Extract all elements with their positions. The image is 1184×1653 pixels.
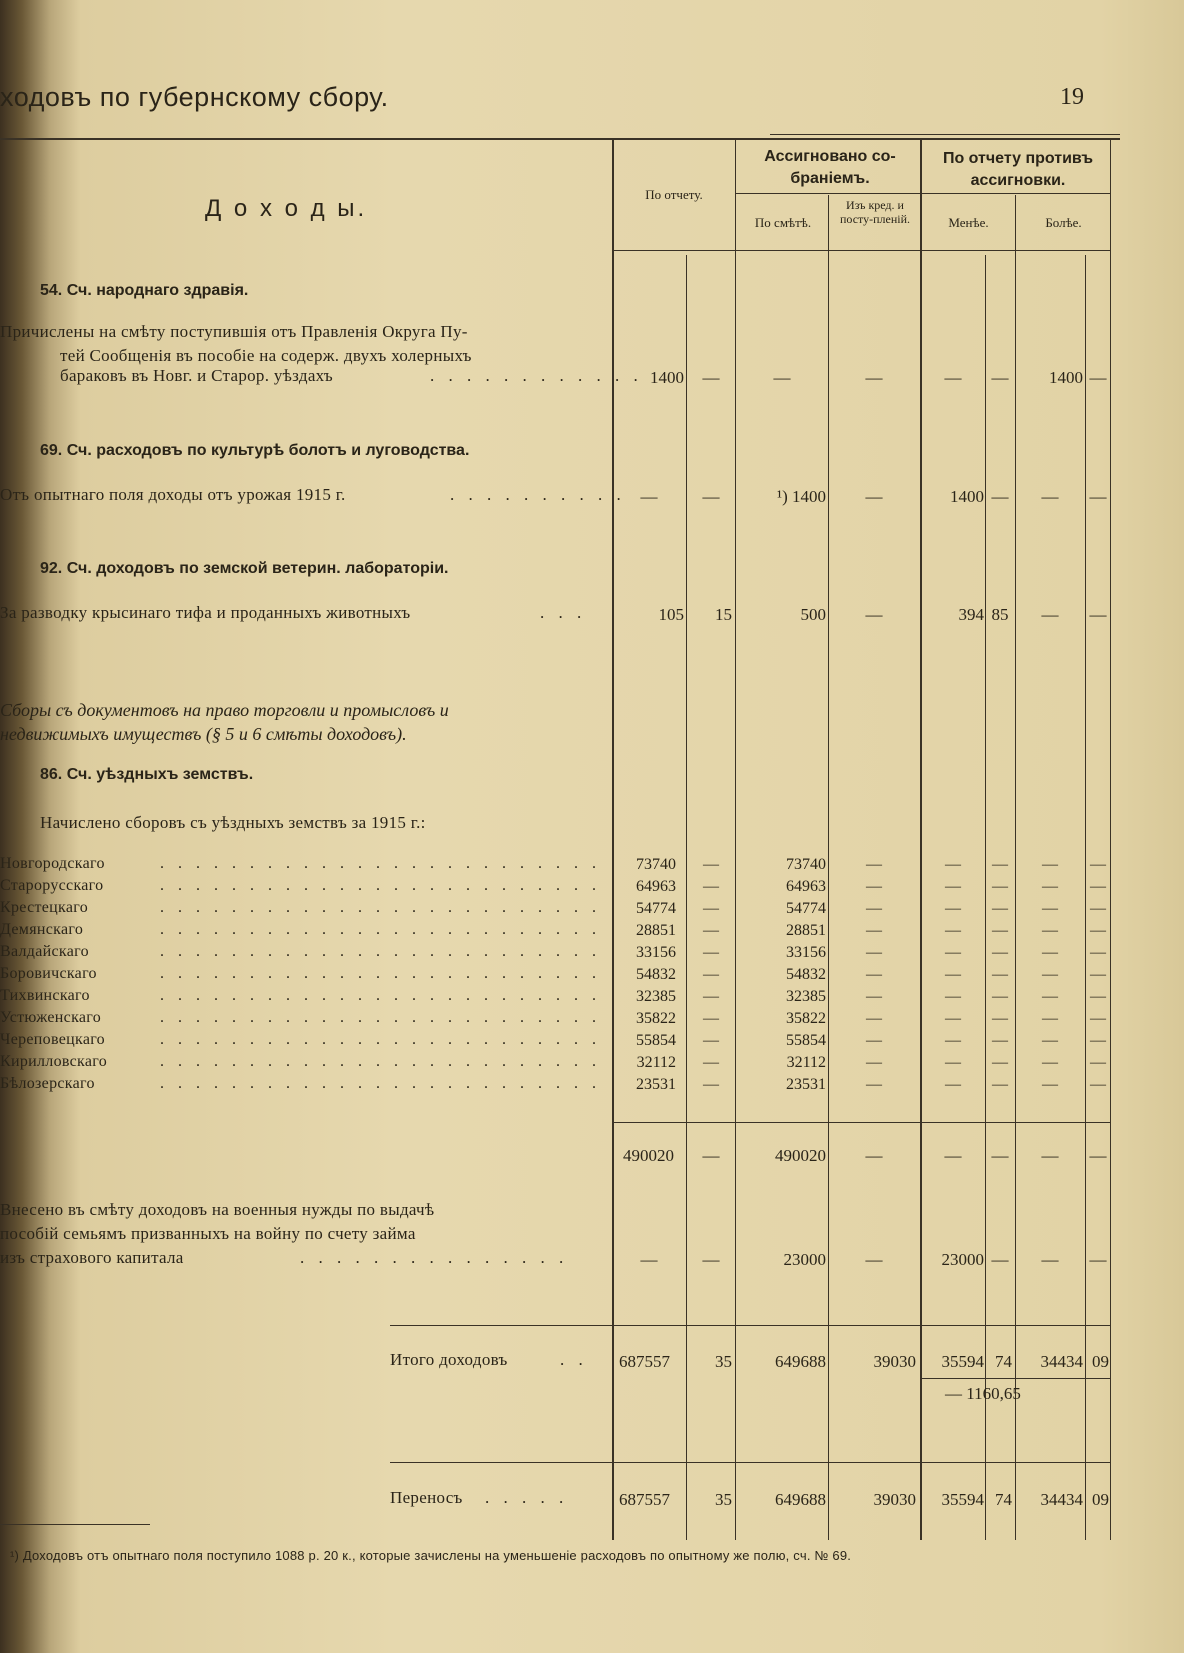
- s92-less: 394: [958, 605, 984, 624]
- s54-more: 1400: [1049, 368, 1083, 387]
- zemstvo-cell-2: 23531: [786, 1076, 826, 1093]
- zemstvo-cell-3: —: [866, 922, 882, 939]
- totals-more-k: 09: [1092, 1352, 1109, 1371]
- s54-report: 1400: [650, 368, 684, 387]
- zemstvo-cell-6: —: [1042, 1076, 1058, 1093]
- section-69-line1: Отъ опытнаго поля доходы отъ урожая 1915 г.: [0, 485, 346, 504]
- col-report-header: По отчету.: [645, 187, 703, 202]
- war-line1: Внесено въ смѣту доходовъ на военныя нужды по выдачѣ: [0, 1200, 435, 1219]
- s92-estimate: 500: [800, 605, 826, 624]
- section-54-line1: Причислены на смѣту поступившія отъ Правленія Округа Пу-: [0, 322, 468, 341]
- zemstvo-cell-6: —: [1042, 966, 1058, 983]
- zemstvo-cell-5: —: [992, 944, 1008, 961]
- col-line-less-k: [985, 255, 986, 1540]
- zemstvo-cell-3: —: [866, 1010, 882, 1027]
- zemstvo-cell-1: —: [703, 1054, 719, 1071]
- zemstvo-cell-1: —: [703, 922, 719, 939]
- zemstvo-cell-4: —: [945, 944, 961, 961]
- war-leader: . . . . . . . . . . . . . . .: [300, 1248, 569, 1267]
- zemstvo-cell-2: 54832: [786, 966, 826, 983]
- zemstvo-cell-1: —: [703, 856, 719, 873]
- war-report: —: [640, 1250, 658, 1269]
- zemstvo-leader: . . . . . . . . . . . . . . . . . . . . . . . . .: [160, 899, 601, 916]
- zemstvo-cell-0: 23531: [636, 1076, 676, 1093]
- zemstvo-cell-2: 73740: [786, 856, 826, 873]
- s92-more: —: [1041, 605, 1059, 624]
- s86-total-more: —: [1041, 1146, 1059, 1165]
- war-report-k: —: [702, 1250, 720, 1269]
- zemstvo-cell-7: —: [1090, 1032, 1106, 1049]
- zemstvo-name: Новгородскаго: [0, 855, 105, 872]
- footnote-rule: [0, 1524, 150, 1525]
- totals-label: Итого доходовъ: [390, 1350, 508, 1369]
- zemstvo-cell-3: —: [866, 988, 882, 1005]
- subtotal-rule: [612, 1122, 1110, 1123]
- s92-less-k: 85: [991, 605, 1009, 624]
- carry-report: 687557: [619, 1490, 670, 1509]
- zemstvo-name: Крестецкаго: [0, 899, 89, 916]
- col-line-less: [1015, 195, 1016, 1540]
- zemstvo-cell-5: —: [992, 856, 1008, 873]
- zemstvo-cell-7: —: [1090, 878, 1106, 895]
- col-line-text: [612, 140, 614, 1540]
- zemstvo-leader: . . . . . . . . . . . . . . . . . . . . . . . . .: [160, 943, 601, 960]
- col-less-header: Менѣе.: [948, 215, 989, 230]
- carry-report-k: 35: [715, 1490, 732, 1509]
- section-92-line1: За разводку крысинаго тифа и проданныхъ животныхъ: [0, 603, 411, 622]
- zemstvo-name: Старорусскаго: [0, 877, 104, 894]
- zemstvo-cell-1: —: [703, 878, 719, 895]
- zemstvo-cell-0: 64963: [636, 878, 676, 895]
- zemstvo-cell-2: 33156: [786, 944, 826, 961]
- zemstvo-cell-1: —: [703, 944, 719, 961]
- zemstvo-cell-1: —: [703, 966, 719, 983]
- col-from-credits-header: Изъ кред. и посту-пленій.: [839, 198, 911, 226]
- s54-more-k: —: [1089, 368, 1107, 387]
- totals-rule: [390, 1325, 1110, 1326]
- zemstvo-cell-4: —: [945, 988, 961, 1005]
- zemstvo-leader: . . . . . . . . . . . . . . . . . . . . . . . . .: [160, 987, 601, 1004]
- zemstvo-cell-5: —: [992, 900, 1008, 917]
- zemstvo-cell-3: —: [866, 900, 882, 917]
- page-number: 19: [1060, 84, 1084, 110]
- zemstvo-cell-5: —: [992, 966, 1008, 983]
- zemstvo-leader: . . . . . . . . . . . . . . . . . . . . . . . . .: [160, 877, 601, 894]
- col-more-header: Болѣе.: [1045, 215, 1082, 230]
- section-92-title: 92. Сч. доходовъ по земской ветерин. лабораторіи.: [40, 560, 449, 577]
- zemstvo-name: Валдайскаго: [0, 943, 89, 960]
- zemstvo-name: Демянскаго: [0, 921, 84, 938]
- carry-credits: 39030: [873, 1490, 916, 1509]
- carry-less: 35594: [941, 1490, 984, 1509]
- footnote: ¹) Доходовъ отъ опытнаго поля поступило 1088 р. 20 к., которые зачислены на уменьшеніе расходовъ по опытному же полю, сч. № 69.: [10, 1548, 852, 1563]
- zemstvo-name: Бѣлозерскаго: [0, 1075, 95, 1092]
- s86-total-credits: —: [865, 1146, 883, 1165]
- zemstvo-cell-0: 35822: [636, 1010, 676, 1027]
- zemstvo-cell-4: —: [945, 922, 961, 939]
- s69-more-k: —: [1089, 487, 1107, 506]
- zemstvo-cell-3: —: [866, 1076, 882, 1093]
- s69-estimate: ¹) 1400: [776, 487, 826, 506]
- zemstvo-cell-1: —: [703, 900, 719, 917]
- zemstvo-cell-5: —: [992, 988, 1008, 1005]
- zemstvo-cell-6: —: [1042, 1010, 1058, 1027]
- zemstvo-cell-3: —: [866, 856, 882, 873]
- s54-less: —: [944, 368, 962, 387]
- war-more-k: —: [1089, 1250, 1107, 1269]
- totals-less: 35594: [941, 1352, 984, 1371]
- header-split-rule-b: [920, 193, 1110, 194]
- fees-line2: недвижимыхъ имуществъ (§ 5 и 6 смѣты доходовъ).: [0, 724, 407, 744]
- zemstvo-cell-2: 55854: [786, 1032, 826, 1049]
- zemstvo-cell-4: —: [945, 1032, 961, 1049]
- zemstvo-leader: . . . . . . . . . . . . . . . . . . . . . . . . .: [160, 1031, 601, 1048]
- zemstvo-cell-2: 32385: [786, 988, 826, 1005]
- zemstvo-cell-7: —: [1090, 1010, 1106, 1027]
- col-assigned-header: Ассигновано со-браніемъ.: [764, 148, 896, 187]
- zemstvo-cell-4: —: [945, 878, 961, 895]
- totals-balance: — 1160,65: [945, 1384, 1021, 1403]
- col-line-report: [735, 140, 736, 1540]
- zemstvo-cell-0: 55854: [636, 1032, 676, 1049]
- s86-total-report: 490020: [623, 1146, 674, 1165]
- zemstvo-cell-3: —: [866, 966, 882, 983]
- zemstvo-cell-5: —: [992, 1010, 1008, 1027]
- carry-label: Переносъ: [390, 1488, 463, 1507]
- s69-less-k: —: [991, 487, 1009, 506]
- zemstvo-cell-5: —: [992, 1076, 1008, 1093]
- zemstvo-leader: . . . . . . . . . . . . . . . . . . . . . . . . .: [160, 855, 601, 872]
- zemstvo-cell-4: —: [945, 1054, 961, 1071]
- zemstvo-cell-4: —: [945, 900, 961, 917]
- top-rule-2: [770, 134, 1120, 135]
- carry-more: 34434: [1040, 1490, 1083, 1509]
- zemstvo-cell-2: 64963: [786, 878, 826, 895]
- zemstvo-leader: . . . . . . . . . . . . . . . . . . . . . . . . .: [160, 1053, 601, 1070]
- totals-estimate: 649688: [775, 1352, 826, 1371]
- zemstvo-cell-0: 28851: [636, 922, 676, 939]
- carry-estimate: 649688: [775, 1490, 826, 1509]
- col-line-credits: [920, 140, 922, 1540]
- war-credits: —: [865, 1250, 883, 1269]
- s86-total-estimate: 490020: [775, 1146, 826, 1165]
- col-by-estimate-header: По смѣтѣ.: [754, 215, 812, 230]
- s92-report-k: 15: [715, 605, 732, 624]
- zemstvo-cell-7: —: [1090, 1076, 1106, 1093]
- zemstvo-cell-7: —: [1090, 966, 1106, 983]
- zemstvo-name: Кирилловскаго: [0, 1053, 108, 1070]
- totals-more: 34434: [1040, 1352, 1083, 1371]
- zemstvo-cell-4: —: [945, 856, 961, 873]
- zemstvo-cell-4: —: [945, 1076, 961, 1093]
- section-86-intro: Начислено сборовъ съ уѣздныхъ земствъ за 1915 г.:: [40, 813, 426, 832]
- zemstvo-cell-7: —: [1090, 922, 1106, 939]
- zemstvo-name: Устюженскаго: [0, 1009, 102, 1026]
- totals-report: 687557: [619, 1352, 670, 1371]
- zemstvo-cell-3: —: [866, 878, 882, 895]
- zemstvo-cell-0: 33156: [636, 944, 676, 961]
- zemstvo-leader: . . . . . . . . . . . . . . . . . . . . . . . . .: [160, 1075, 601, 1092]
- zemstvo-cell-7: —: [1090, 944, 1106, 961]
- section-86-title: 86. Сч. уѣздныхъ земствъ.: [40, 766, 254, 783]
- zemstvo-name: Тихвинскаго: [0, 987, 90, 1004]
- s86-total-less: —: [944, 1146, 962, 1165]
- zemstvo-cell-4: —: [945, 1010, 961, 1027]
- zemstvo-cell-4: —: [945, 966, 961, 983]
- zemstvo-cell-2: 35822: [786, 1010, 826, 1027]
- carry-leader: . . . . .: [485, 1488, 569, 1507]
- section-54-title: 54. Сч. народнаго здравія.: [40, 282, 249, 299]
- s92-more-k: —: [1089, 605, 1107, 624]
- zemstvo-cell-6: —: [1042, 900, 1058, 917]
- war-line3: изъ страхового капитала: [0, 1248, 184, 1267]
- zemstvo-cell-5: —: [992, 922, 1008, 939]
- zemstvo-cell-3: —: [866, 1032, 882, 1049]
- zemstvo-name: Череповецкаго: [0, 1031, 105, 1048]
- s54-less-k: —: [991, 368, 1009, 387]
- running-title: ходовъ по губернскому сбору.: [0, 82, 389, 112]
- zemstvo-leader: . . . . . . . . . . . . . . . . . . . . . . . . .: [160, 921, 601, 938]
- zemstvo-cell-5: —: [992, 1054, 1008, 1071]
- zemstvo-cell-6: —: [1042, 878, 1058, 895]
- col-report-vs-header: По отчету противъ ассигновки.: [942, 150, 1094, 189]
- zemstvo-cell-7: —: [1090, 856, 1106, 873]
- section-54-line2: тей Сообщенія въ пособіе на содерж. двухъ холерныхъ: [60, 346, 472, 365]
- totals-less-k: 74: [995, 1352, 1012, 1371]
- s69-credits: —: [865, 487, 883, 506]
- war-line2: пособій семьямъ призванныхъ на войну по счету займа: [0, 1224, 416, 1243]
- carry-more-k: 09: [1092, 1490, 1109, 1509]
- top-rule: [0, 138, 1120, 140]
- zemstvo-cell-2: 28851: [786, 922, 826, 939]
- war-estimate: 23000: [783, 1250, 826, 1269]
- zemstvo-cell-0: 73740: [636, 856, 676, 873]
- s69-less: 1400: [950, 487, 984, 506]
- s92-credits: —: [865, 605, 883, 624]
- zemstvo-cell-1: —: [703, 1010, 719, 1027]
- zemstvo-cell-6: —: [1042, 988, 1058, 1005]
- s54-estimate: —: [773, 368, 791, 387]
- zemstvo-leader: . . . . . . . . . . . . . . . . . . . . . . . . .: [160, 1009, 601, 1026]
- zemstvo-cell-2: 32112: [786, 1054, 826, 1071]
- zemstvo-cell-2: 54774: [786, 900, 826, 917]
- war-less-k: —: [991, 1250, 1009, 1269]
- section-69-leader: . . . . . . . . . .: [450, 485, 626, 504]
- s69-report: —: [640, 487, 658, 506]
- zemstvo-cell-6: —: [1042, 944, 1058, 961]
- war-more: —: [1041, 1250, 1059, 1269]
- zemstvo-cell-6: —: [1042, 1054, 1058, 1071]
- income-title: Д о х о д ы.: [205, 195, 368, 222]
- balance-rule: [920, 1378, 1110, 1379]
- carry-less-k: 74: [995, 1490, 1012, 1509]
- zemstvo-cell-6: —: [1042, 1032, 1058, 1049]
- col-line-estimate: [828, 195, 829, 1540]
- zemstvo-cell-1: —: [703, 1076, 719, 1093]
- zemstvo-cell-0: 32385: [636, 988, 676, 1005]
- zemstvo-cell-0: 54774: [636, 900, 676, 917]
- zemstvo-cell-7: —: [1090, 900, 1106, 917]
- col-line-more-k: [1085, 255, 1086, 1540]
- zemstvo-cell-0: 32112: [636, 1054, 676, 1071]
- totals-credits: 39030: [873, 1352, 916, 1371]
- zemstvo-cell-7: —: [1090, 1054, 1106, 1071]
- zemstvo-cell-5: —: [992, 878, 1008, 895]
- zemstvo-cell-3: —: [866, 944, 882, 961]
- header-bottom-rule: [612, 250, 1110, 251]
- zemstvo-cell-6: —: [1042, 922, 1058, 939]
- s86-total-less-k: —: [991, 1146, 1009, 1165]
- zemstvo-leader: . . . . . . . . . . . . . . . . . . . . . . . . .: [160, 965, 601, 982]
- zemstvo-cell-1: —: [703, 1032, 719, 1049]
- zemstvo-name: Боровичскаго: [0, 965, 97, 982]
- zemstvo-cell-3: —: [866, 1054, 882, 1071]
- fees-line1: Сборы съ документовъ на право торговли и промысловъ и: [0, 700, 449, 720]
- section-54-leader: . . . . . . . . . . . .: [430, 366, 643, 385]
- zemstvo-cell-7: —: [1090, 988, 1106, 1005]
- header-split-rule-a: [735, 193, 920, 194]
- totals-leader: . .: [560, 1350, 588, 1369]
- war-less: 23000: [941, 1250, 984, 1269]
- section-92-leader: . . .: [540, 603, 587, 622]
- carry-rule: [390, 1462, 1110, 1463]
- col-line-report-k: [686, 255, 687, 1540]
- s69-report-k: —: [702, 487, 720, 506]
- s54-credits: —: [865, 368, 883, 387]
- totals-report-k: 35: [715, 1352, 732, 1371]
- zemstvo-cell-1: —: [703, 988, 719, 1005]
- s54-report-k: —: [702, 368, 720, 387]
- s69-more: —: [1041, 487, 1059, 506]
- zemstvo-cell-0: 54832: [636, 966, 676, 983]
- col-line-right: [1110, 140, 1111, 1540]
- zemstvo-cell-6: —: [1042, 856, 1058, 873]
- section-54-line3: бараковъ въ Новг. и Старор. уѣздахъ: [60, 366, 333, 385]
- section-69-title: 69. Сч. расходовъ по культурѣ болотъ и луговодства.: [40, 442, 470, 459]
- s86-total-report-k: —: [702, 1146, 720, 1165]
- s86-total-more-k: —: [1089, 1146, 1107, 1165]
- s92-report: 105: [658, 605, 684, 624]
- zemstvo-cell-5: —: [992, 1032, 1008, 1049]
